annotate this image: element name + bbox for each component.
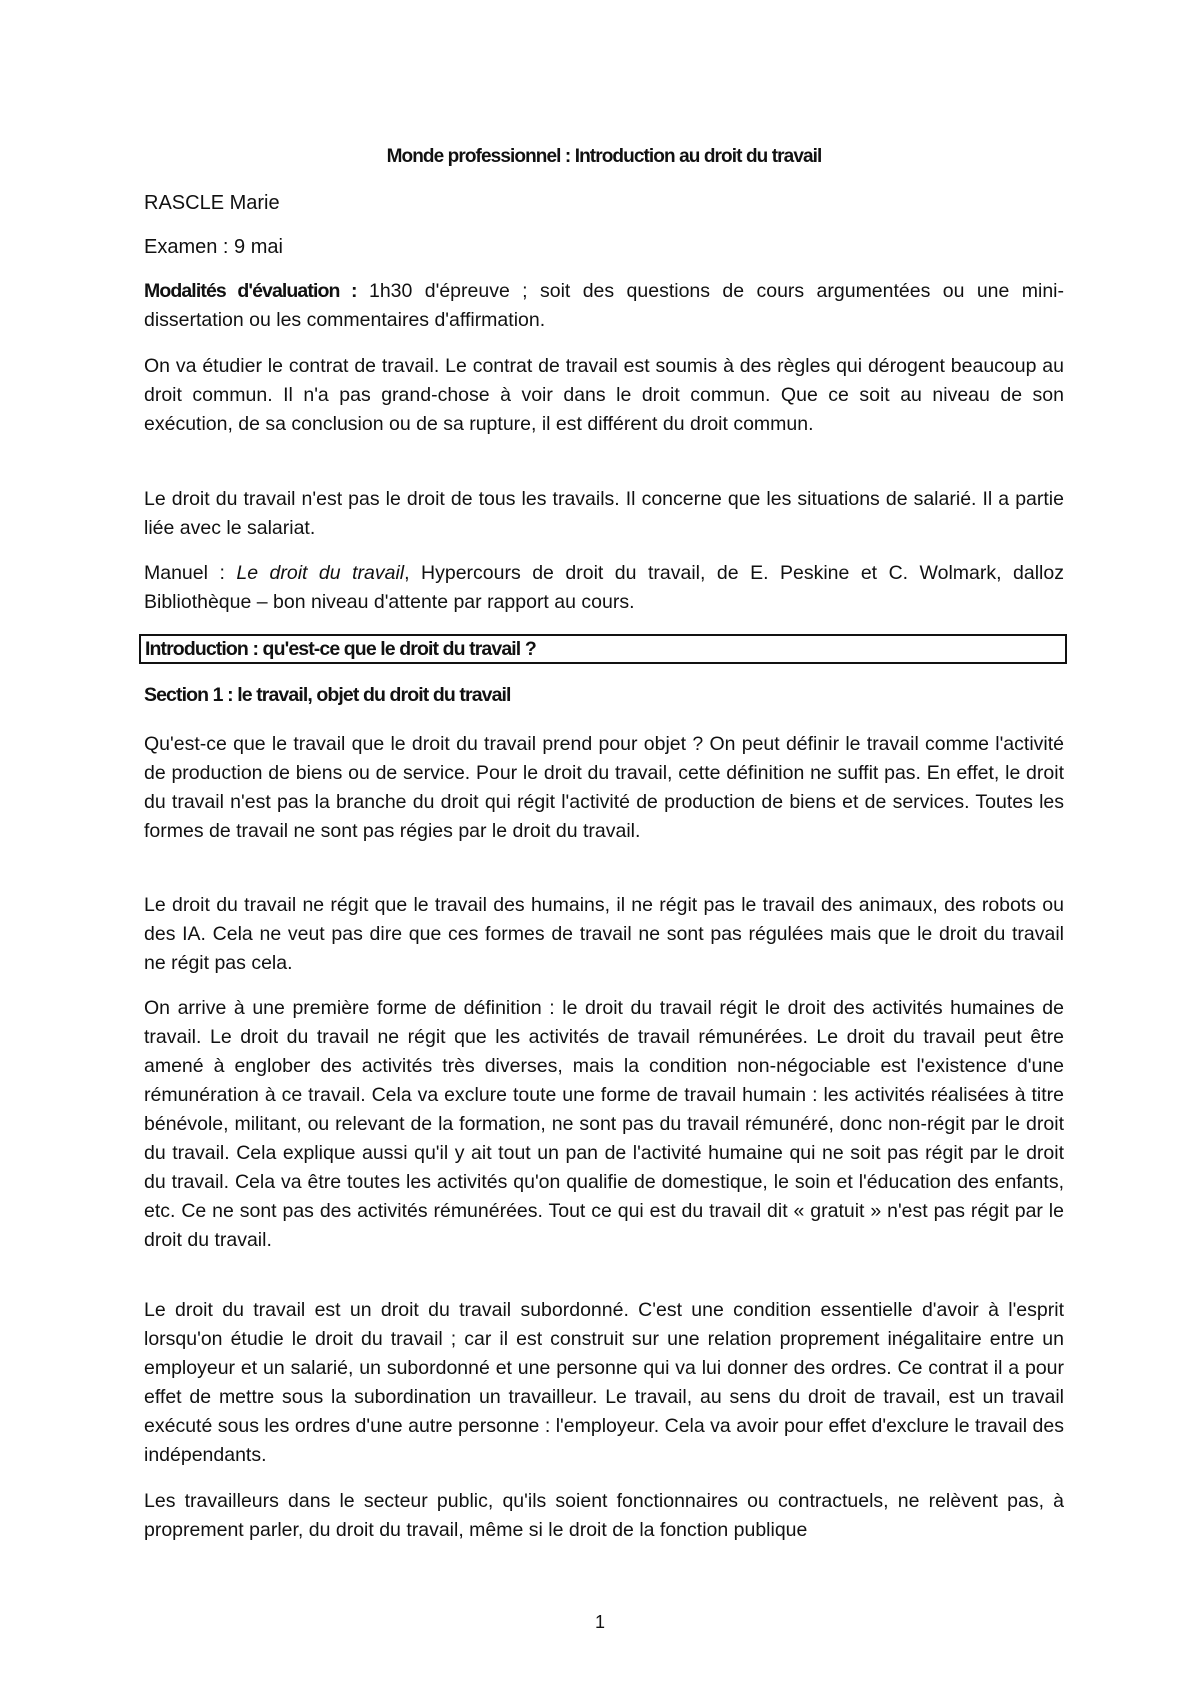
introduction-heading: Introduction : qu'est-ce que le droit du travail ? [139,634,1067,664]
document-title: Monde professionnel : Introduction au droit du travail [386,146,822,167]
evaluation-paragraph [144,277,1064,335]
section-paragraph-3: On arrive à une première forme de définition : le droit du travail régit le droit des activités humaines de travail. Le droit du travail ne régit que les activités de travail rémunérées. Le droit du travail peut être amené à englober des activités très diverses, mais la condition non-négociable est l'existence d'une rémunération à ce travail. Cela va exclure toute une forme de travail humain : les activités réalisées à titre bénévole, militant, ou relevant de la formation, ne sont pas du travail rémunéré, donc non-régit par le droit du travail. Cela explique aussi qu'il y ait tout un pan de l'activité humaine qui ne soit pas régit par le droit du travail. Cela va être toutes les activités qu'on qualifie de domestique, le soin et l'éducation des enfants, etc. Ce ne sont pas des activités rémunérées. Tout ce qui est du travail dit « gratuit » n'est pas régit par le droit du travail. [144,997,1064,1251]
manual-paragraph [144,559,1064,617]
intro-paragraph-1: On va étudier le contrat de travail. Le contrat de travail est soumis à des règles qui dérogent beaucoup au droit commun. Il n'a pas grand-chose à voir dans le droit commun. Que ce soit au niveau de son exécution, de sa conclusion ou de sa rupture, il est différent du droit commun. [144,355,1064,435]
page-number: 1 [594,1612,605,1632]
manual-prefix: Manuel : [144,562,237,584]
section-paragraph-4: Le droit du travail est un droit du travail subordonné. C'est une condition essentielle d'avoir à l'esprit lorsqu'on étudie le droit du travail ; car il est construit sur une relation proprement inégalitaire entre un employeur et un salarié, un subordonné et une personne qui va lui donner des ordres. Ce contrat il a pour effet de mettre sous la subordination un travailleur. Le travail, au sens du droit de travail, est un travail exécuté sous les ordres d'une autre personne : l'employeur. Cela va avoir pour effet d'exclure le travail des indépendants. [144,1299,1064,1466]
evaluation-text: 1h30 d'épreuve ; soit des questions de cours argumentées ou une mini-dissertation ou les commentaires d'affirmation. [144,280,1064,331]
section-paragraph-2: Le droit du travail ne régit que le travail des humains, il ne régit pas le travail des animaux, des robots ou des IA. Cela ne veut pas dire que ces formes de travail ne sont pas régulées mais que le droit du travail ne régit pas cela. [144,894,1064,974]
intro-paragraph-2: Le droit du travail n'est pas le droit de tous les travails. Il concerne que les situations de salarié. Il a partie liée avec le salariat. [144,488,1064,539]
evaluation-label: Modalités d'évaluation : [144,280,357,302]
manual-suffix: , Hypercours de droit du travail, de E. Peskine et C. Wolmark, dalloz Bibliothèque – bon niveau d'attente par rapport au cours. [144,562,1064,613]
section-paragraph-1: Qu'est-ce que le travail que le droit du travail prend pour objet ? On peut définir le travail comme l'activité de production de biens ou de service. Pour le droit du travail, cette définition ne suffit pas. En effet, le droit du travail n'est pas la branche du droit qui régit l'activité de production de biens et de services. Toutes les formes de travail ne sont pas régies par le droit du travail. [144,733,1064,842]
manual-book-title: Le droit du travail [236,562,405,584]
exam-date: Examen : 9 mai [144,236,283,258]
section-paragraph-5: Les travailleurs dans le secteur public, qu'ils soient fonctionnaires ou contractuels, ne relèvent pas, à proprement parler, du droit du travail, même si le droit de la fonction publique [144,1490,1064,1541]
author-name: RASCLE Marie [144,192,280,214]
section-heading: Section 1 : le travail, objet du droit du travail [144,684,511,706]
